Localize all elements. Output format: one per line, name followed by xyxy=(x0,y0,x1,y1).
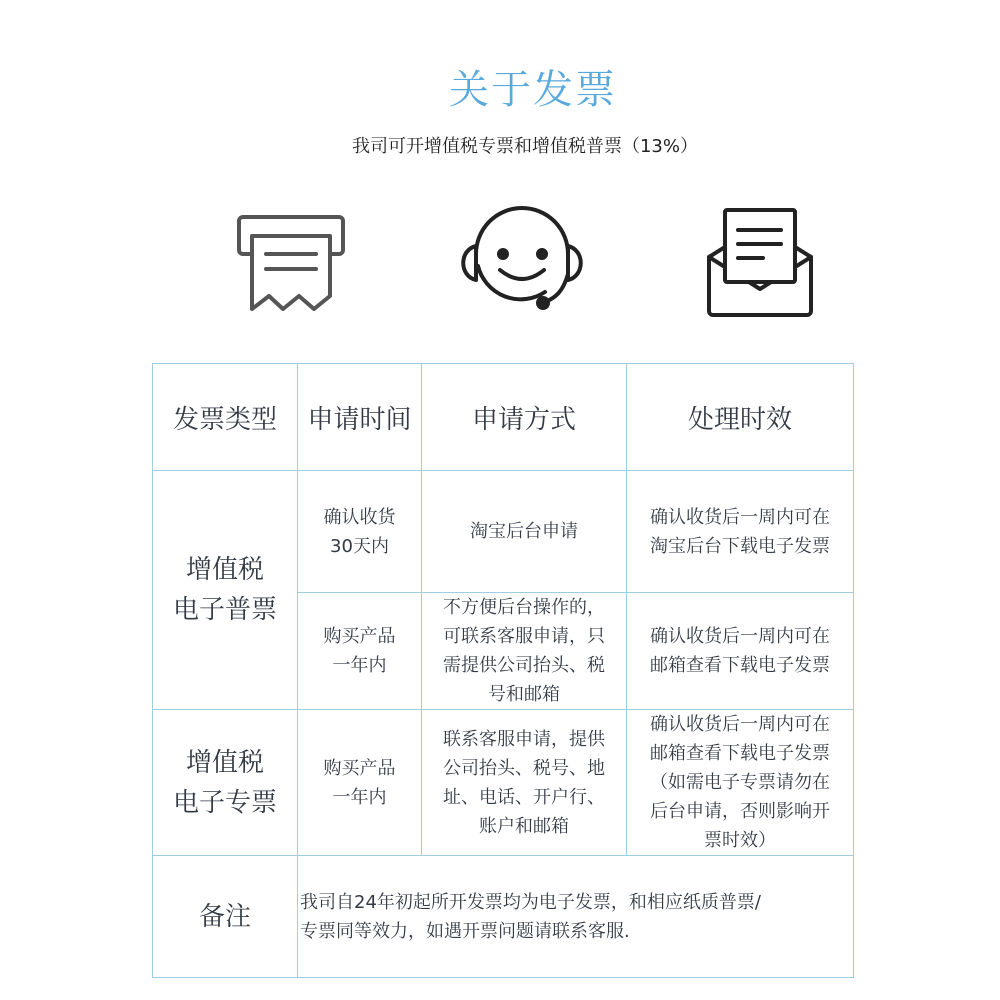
apply-time-cell: 购买产品 一年内 xyxy=(298,593,422,710)
customer-service-headset-icon xyxy=(455,204,590,314)
page-title: 关于发票 xyxy=(449,67,617,113)
header-apply-time: 申请时间 xyxy=(298,364,422,471)
header-processing-time: 处理时效 xyxy=(627,364,854,471)
table-header-row xyxy=(153,364,854,471)
apply-time-cell: 购买产品 一年内 xyxy=(298,710,422,856)
invoice-type-cell: 增值税 电子普票 xyxy=(153,471,298,710)
page-subtitle: 我司可开增值税专票和增值税普票（13%） xyxy=(351,136,698,157)
envelope-letter-icon xyxy=(705,207,817,319)
apply-method-cell: 淘宝后台申请 xyxy=(422,471,627,593)
header-apply-method: 申请方式 xyxy=(422,364,627,471)
remark-row xyxy=(153,856,854,978)
invoice-type-cell: 增值税 电子专票 xyxy=(153,710,298,856)
apply-method-cell: 不方便后台操作的， 可联系客服申请，只 需提供公司抬头、税 号和邮箱 xyxy=(422,593,627,710)
invoice-table xyxy=(152,363,854,978)
table-row xyxy=(153,710,854,856)
header-invoice-type: 发票类型 xyxy=(153,364,298,471)
table-row xyxy=(153,471,854,593)
apply-method-cell: 联系客服申请，提供 公司抬头、税号、地 址、电话、开户行、 账户和邮箱 xyxy=(422,710,627,856)
receipt-printer-icon xyxy=(236,212,346,314)
processing-time-cell: 确认收货后一周内可在 邮箱查看下载电子发票 xyxy=(627,593,854,710)
remark-text: 我司自24年初起所开发票均为电子发票，和相应纸质普票/ 专票同等效力，如遇开票问题请联系客服. xyxy=(298,856,854,978)
processing-time-cell: 确认收货后一周内可在 邮箱查看下载电子发票 （如需电子专票请勿在 后台申请，否则影响开 票时效） xyxy=(627,710,854,856)
apply-time-cell: 确认收货 30天内 xyxy=(298,471,422,593)
remark-label: 备注 xyxy=(153,856,298,978)
processing-time-cell: 确认收货后一周内可在 淘宝后台下载电子发票 xyxy=(627,471,854,593)
